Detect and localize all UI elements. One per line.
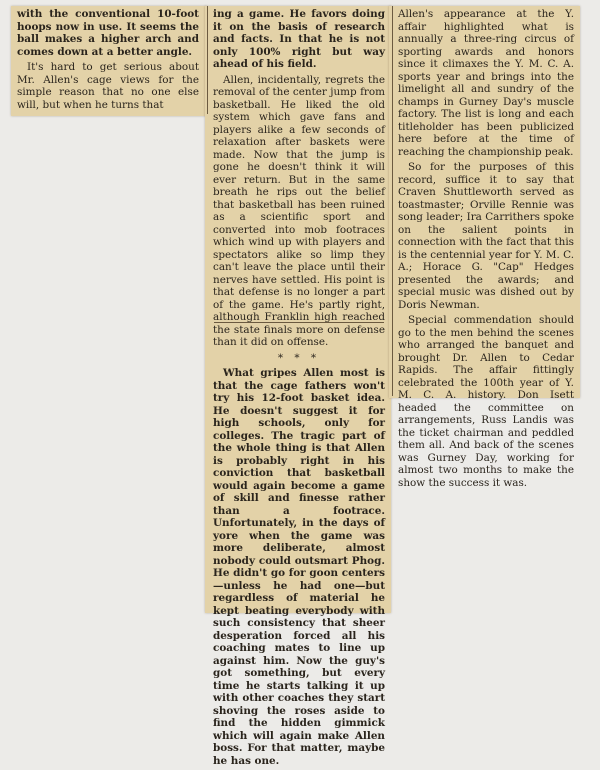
col3-paragraph-1: Allen's appearance at the Y. affair highlighted what is annually a three-ring circus of sporting awards and honors since it climaxes the Y. M. C. A. sports year and brings into the limelight all and sundry of the champs in Gurney Day's muscle factory. The list is long and each titleholder has been publicized here before at the time of reaching the championship peak.	[398, 8, 574, 158]
col1-paragraph-1: with the conventional 10-foot hoops now in use. It seems the ball makes a higher arch and comes down at a better angle.	[17, 8, 199, 58]
column-rule-1	[207, 6, 208, 114]
column-3	[398, 8, 574, 492]
col2-paragraph-3: What gripes Allen most is that the cage fathers won't try his 12-foot basket idea. He doesn't suggest it for high schools, only for colleges. The tragic part of the whole thing is that Allen is probably right in his conviction that basketball would again become a game of skill and finesse rather than a footrace. Unfortunately, in the days of yore when the game was more deliberate, almost nobody could outsmart Phog. He didn't go for goon centers—unless he had one—but regardless of material he kept beating everybody with such consistency that sheer desperation forced all his coaching mates to line up against him. Now the guy's got something, but every time he starts talking it up with other coaches they start shoving the roses aside to find the hidden gimmick which will again make Allen boss. For that matter, maybe he has one.	[213, 367, 385, 767]
column-1	[17, 8, 199, 114]
column-rule-2	[392, 6, 393, 396]
section-break-stars: * * *	[277, 351, 321, 364]
col3-paragraph-3: Special commendation should go to the men behind the scenes who arranged the banquet and brought Dr. Allen to Cedar Rapids. The affair fittingly celebrated the 100th year of Y. M. C. A. history. Don Isett headed the committee on arrangements, Russ Landis was the ticket chairman and peddled them all. And back of the scenes was Gurney Day, working for almost two months to make the show the success it was.	[398, 314, 574, 489]
col2-paragraph-1: ing a game. He favors doing it on the basis of research and facts. In that he is not only 100% right but way ahead of his field.	[213, 8, 385, 70]
column-2	[213, 8, 385, 770]
col3-paragraph-2: So for the purposes of this record, suffice it to say that Craven Shuttleworth served as toastmaster; Orville Rennie was song leader; Ira Carrithers spoke on the salient points in connection with the fact that this is the centennial year for Y. M. C. A.; Horace G. "Cap" Hedges presented the awards; and special music was dished out by Doris Newman.	[398, 161, 574, 311]
col2-paragraph-2: Allen, incidentally, regrets the removal of the center jump from basketball. He liked the old system which gave fans and players alike a few seconds of relaxation after baskets were made. Now that the jump is gone he doesn't think it will ever return. But in the same breath he rips out the belief that basketball has been ruined as a scientific sport and converted into mob footraces which wind up with players and spectators alike so limp they can't leave the place until their nerves have settled. His point is that defense is no longer a part of the game. He's partly right, although Franklin high reached the state finals more on defense than it did on offense.	[213, 73, 385, 348]
col1-paragraph-2: It's hard to get serious about Mr. Allen's cage views for the simple reason that no one else will, but when he turns that	[17, 61, 199, 111]
